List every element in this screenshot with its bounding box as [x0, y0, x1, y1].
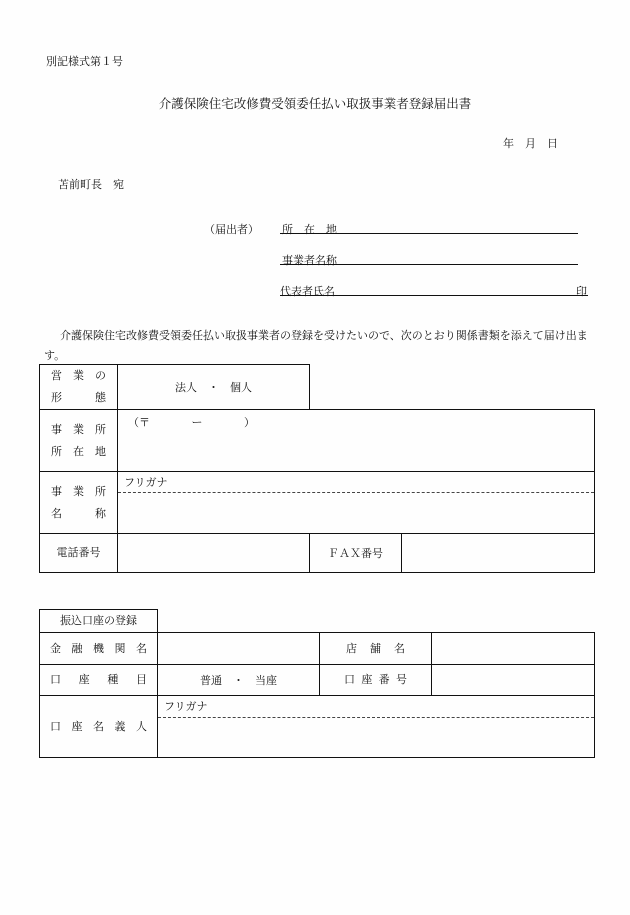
office-name-label: 事 業 所 名 称 [40, 472, 118, 534]
branch-name-label: 店舗名 [320, 633, 432, 665]
phone-label: 電話番号 [40, 534, 118, 573]
applicant-representative-label: 代表者氏名 [280, 285, 335, 298]
postal-code-field[interactable]: （〒 ー ） [128, 416, 255, 429]
furigana-divider [158, 717, 594, 718]
branch-name-input[interactable] [432, 633, 595, 665]
document-title: 介護保険住宅改修費受領委任払い取扱事業者登録届出書 [158, 96, 472, 111]
account-type-label: 口座種目 [40, 665, 158, 696]
bank-name-label: 金融機関名 [40, 633, 158, 665]
business-type-options[interactable]: 法人 ・ 個人 [118, 365, 310, 410]
furigana-label: フリガナ [124, 476, 168, 489]
office-name-row [40, 472, 595, 534]
applicant-address-label: 所 在 地 [282, 223, 337, 236]
phone-input[interactable] [118, 534, 310, 573]
account-type-row [40, 665, 595, 696]
blank-cell [310, 365, 595, 410]
account-number-label: 口座番号 [320, 665, 432, 696]
account-type-options[interactable]: 普通 ・ 当座 [158, 665, 320, 696]
office-address-row [40, 410, 595, 472]
bank-name-row [40, 633, 595, 665]
fax-label: ＦＡＸ番号 [310, 534, 402, 573]
office-address-label: 事 業 所 所 在 地 [40, 410, 118, 472]
account-number-input[interactable] [432, 665, 595, 696]
seal-mark: 印 [576, 285, 587, 298]
office-name-input[interactable] [118, 472, 595, 534]
bank-section-title-row [40, 610, 595, 633]
bank-section-title: 振込口座の登録 [40, 610, 158, 633]
applicant-tag: （届出者） [204, 223, 259, 236]
applicant-business-name-line[interactable] [280, 264, 578, 265]
office-address-input[interactable] [118, 410, 595, 472]
blank-cell [158, 610, 595, 633]
bank-table [39, 609, 595, 758]
applicant-address-line[interactable] [280, 233, 578, 234]
applicant-representative-line[interactable] [280, 295, 588, 296]
account-holder-row [40, 696, 595, 758]
business-type-row [40, 365, 595, 410]
business-table [39, 364, 595, 573]
bank-name-input[interactable] [158, 633, 320, 665]
account-holder-label: 口座名義人 [40, 696, 158, 758]
form-number: 別記様式第１号 [46, 55, 123, 68]
business-type-label: 営 業 の 形 態 [40, 365, 118, 410]
body-text: 介護保険住宅改修費受領委任払い取扱事業者の登録を受けたいので、次のとおり関係書類を添えて届け出ます。 [44, 329, 588, 362]
furigana-divider [118, 492, 594, 493]
date-field: 年 月 日 [503, 137, 558, 150]
addressee: 苫前町長 宛 [58, 178, 124, 191]
contact-row [40, 534, 595, 573]
furigana-label: フリガナ [164, 700, 208, 713]
applicant-business-name-label: 事業者名称 [282, 254, 337, 267]
account-holder-input[interactable] [158, 696, 595, 758]
fax-input[interactable] [402, 534, 595, 573]
